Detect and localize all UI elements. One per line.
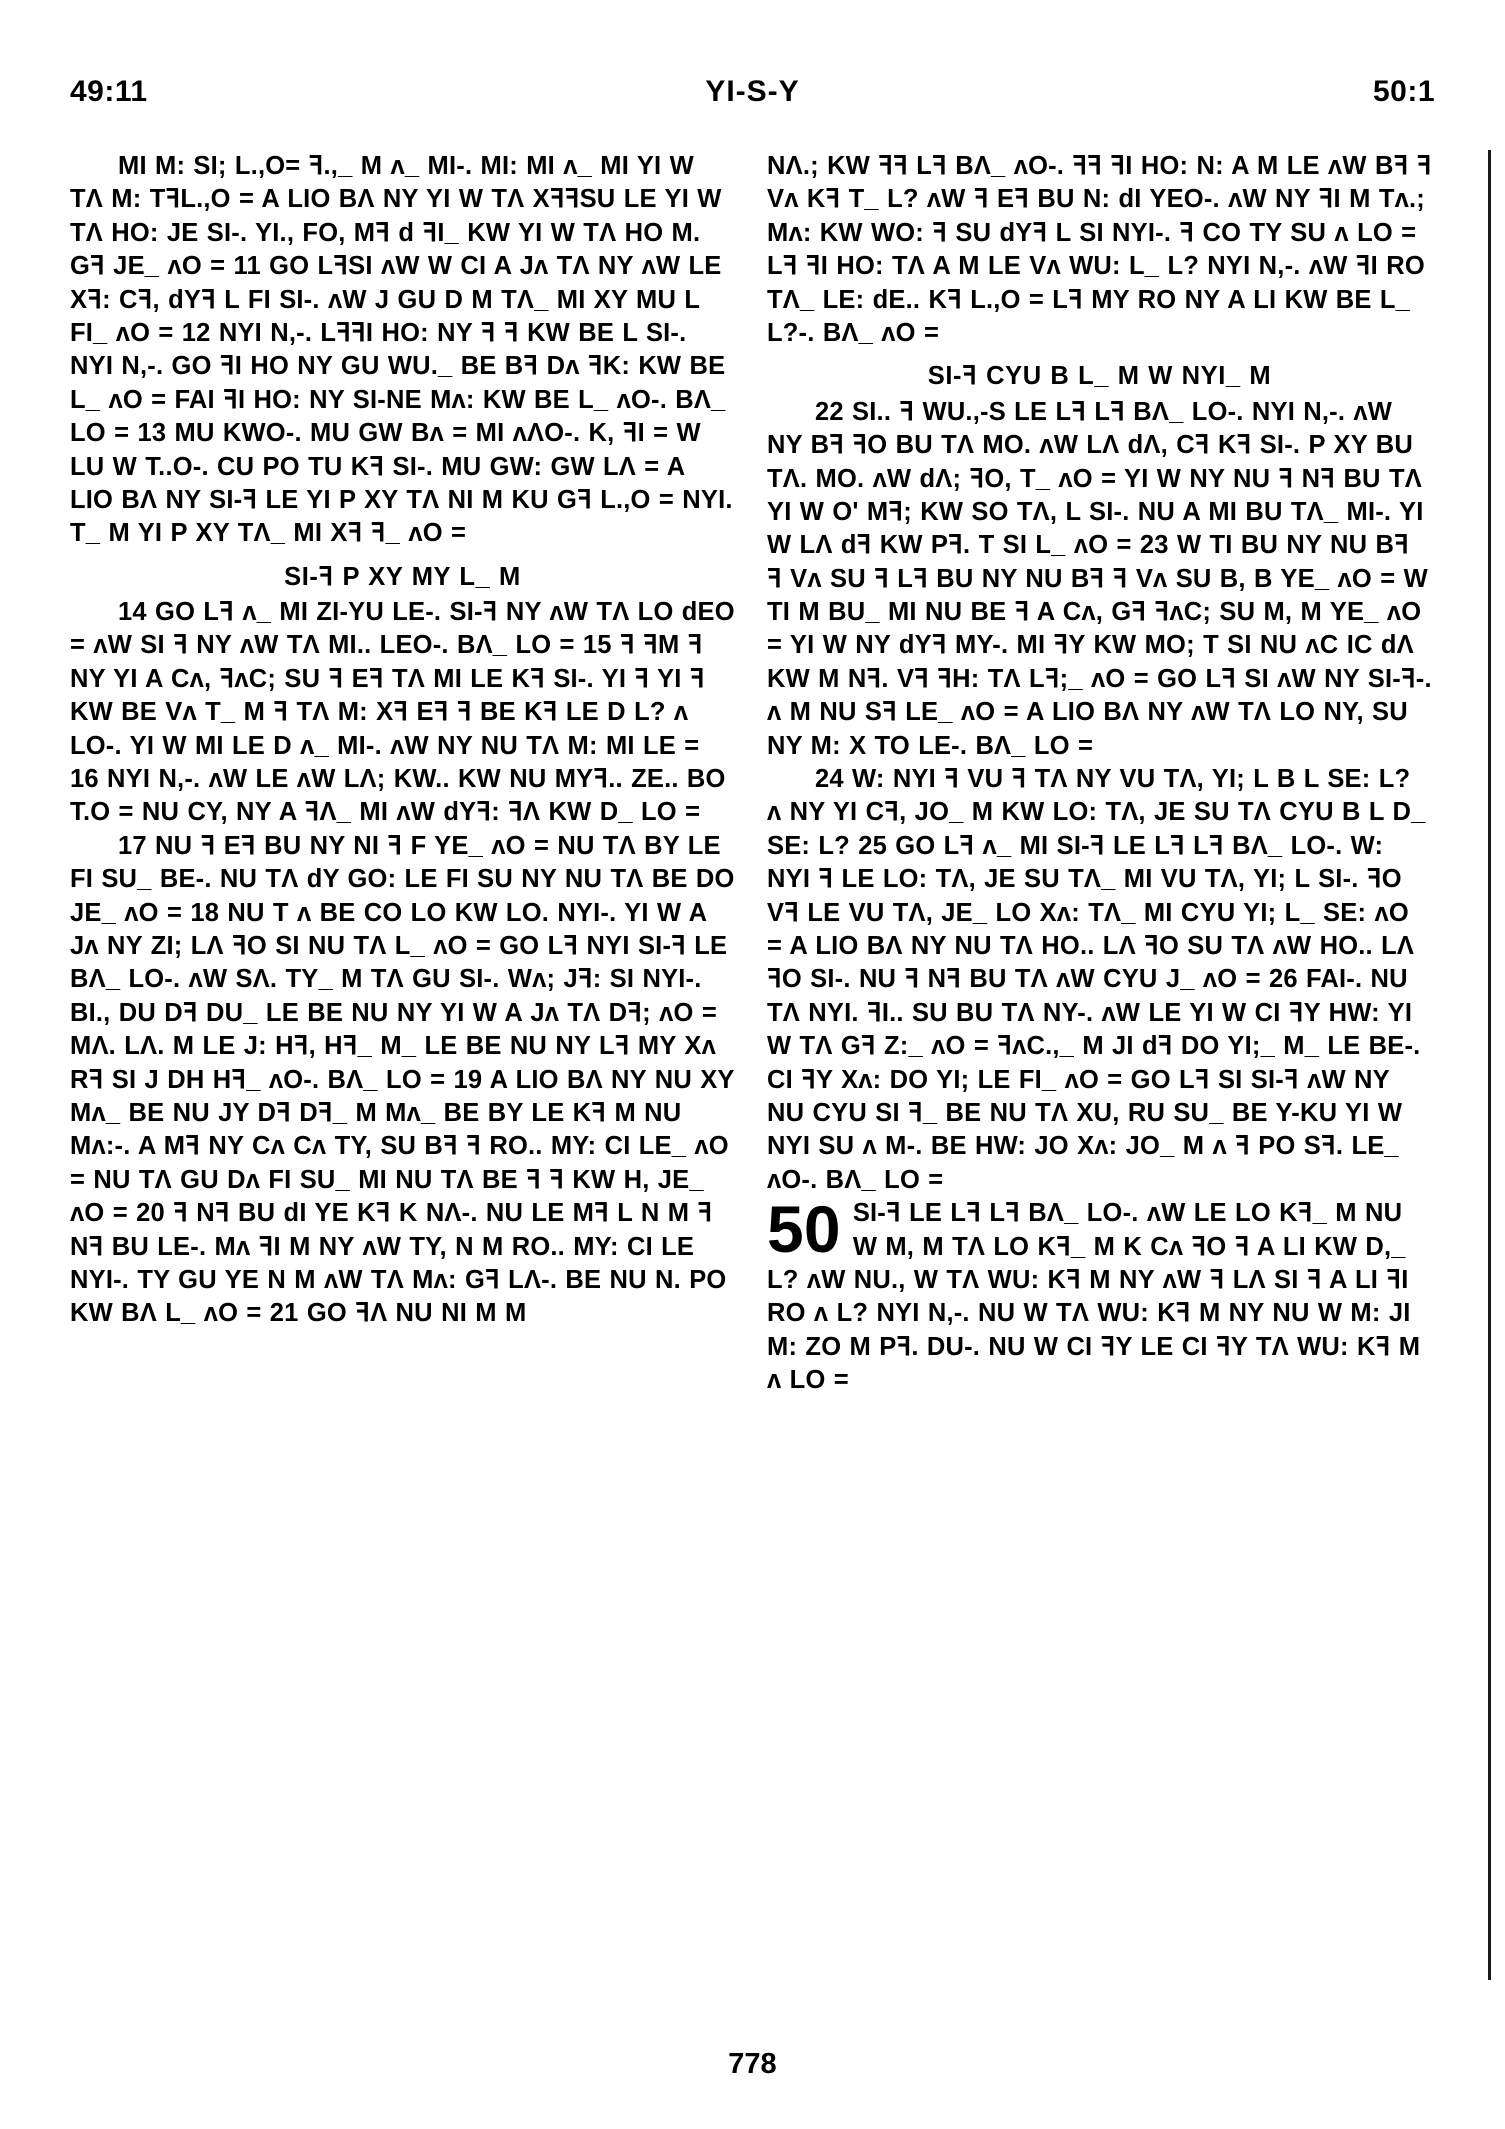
page-header [70, 72, 1435, 112]
paragraph: 14 GO Lꟻ ʌ_ MI ZI-YU LE-. SI-ꟻ NY ʌW TɅ LO dEO = ʌW SI ꟻ NY ʌW TɅ MI.. LEO-. BɅ_ LO = 15 ꟻ ꟻM ꟻ NY YI A Cʌ, ꟻʌC; SU ꟻ Eꟻ TɅ MI LE Kꟻ SI-. YI ꟻ YI ꟻ KW BE Vʌ T_ M ꟻ TɅ M: Xꟻ Eꟻ ꟻ BE Kꟻ LE D L? ʌ LO-. YI W MI LE D ʌ_ MI-. ʌW NY NU TɅ M: MI LE = 16 NYI N,-. ʌW LE ʌW LɅ; KW.. KW NU MYꟻ.. ZE.. BO T.O = NU CY, NY A ꟻɅ_ MI ʌW dYꟻ: ꟻɅ KW D_ LO = [70, 598, 735, 827]
page-edge-rule [1488, 150, 1491, 1980]
header-right-reference: 50:1 [1372, 75, 1435, 108]
page-number: 778 [728, 2048, 777, 2080]
paragraph: NɅ.; KW ꟻꟻ Lꟻ BɅ_ ʌO-. ꟻꟻ ꟻI HO: N: A M LE ʌW Bꟻ ꟻ Vʌ Kꟻ T_ L? ʌW ꟻ Eꟻ BU N: dI YEO-. ʌW NY ꟻI M Tʌ.; Mʌ: KW WO: ꟻ SU dYꟻ L SI NYI-. ꟻ CO TY SU ʌ LO = Lꟻ ꟻI HO: TɅ A M LE Vʌ WU: L_ L? NYI N,-. ʌW ꟻI RO TɅ_ LE: dE.. Kꟻ L.,O = Lꟻ MY RO NY A LI KW BE L_ L?-. BɅ_ ʌO = [767, 152, 1432, 347]
right-column [767, 150, 1432, 2009]
paragraph-text: SI-ꟻ LE Lꟻ Lꟻ BɅ_ LO-. ʌW LE LO Kꟻ_ M NU W M, M TɅ LO Kꟻ_ M K Cʌ ꟻO ꟻ A LI KW D,_ L? ʌW NU., W TɅ WU: Kꟻ M NY ʌW ꟻ LɅ SI ꟻ A LI ꟻI RO ʌ L? NYI N,-. NU W TɅ WU: Kꟻ M NY NU W M: JI M: ZO M Pꟻ. DU-. NU W CI ꟻY LE CI ꟻY TɅ WU: Kꟻ M ʌ LO = [767, 1199, 1421, 1395]
section-heading: SI-ꟻ P XY MY L_ M [284, 562, 521, 591]
paragraph: 17 NU ꟻ Eꟻ BU NY NI ꟻ F YE_ ʌO = NU TɅ BY LE FI SU_ BE-. NU TɅ dY GO: LE FI SU NY NU TɅ BE DO JE_ ʌO = 18 NU T ʌ BE CO LO KW LO. NYI-. YI W A Jʌ NY ZI; LɅ ꟻO SI NU TɅ L_ ʌO = GO Lꟻ NYI SI-ꟻ LE BɅ_ LO-. ʌW SɅ. TY_ M TɅ GU SI-. Wʌ; Jꟻ: SI NYI-. BI., DU Dꟻ DU_ LE BE NU NY YI W A Jʌ TɅ Dꟻ; ʌO = MɅ. LɅ. M LE J: Hꟻ, Hꟻ_ M_ LE BE NU NY Lꟻ MY Xʌ Rꟻ SI J DH Hꟻ_ ʌO-. BɅ_ LO = 19 A LIO BɅ NY NU XY Mʌ_ BE NU JY Dꟻ Dꟻ_ M Mʌ_ BE BY LE Kꟻ M NU Mʌ:-. A Mꟻ NY Cʌ Cʌ TY, SU Bꟻ ꟻ RO.. MY: CI LE_ ʌO = NU TɅ GU Dʌ FI SU_ MI NU TɅ BE ꟻ ꟻ KW H, JE_ ʌO = 20 ꟻ Nꟻ BU dI YE Kꟻ K NɅ-. NU LE Mꟻ L N M ꟻ Nꟻ BU LE-. Mʌ ꟻI M NY ʌW TY, N M RO.. MY: CI LE NYI-. TY GU YE N M ʌW TɅ Mʌ: Gꟻ LɅ-. BE NU N. PO KW BɅ L_ ʌO = 21 GO ꟻɅ NU NI M M [70, 831, 735, 1328]
chapter-opening-paragraph [767, 1192, 1432, 1397]
section-heading: SI-ꟻ CYU B L_ M W NYI_ M [927, 362, 1272, 391]
text-columns [70, 150, 1443, 2009]
header-left-reference: 49:11 [70, 75, 148, 108]
paragraph: MI M: SI; L.,O= ꟻ.,_ M ʌ_ MI-. MI: MI ʌ_ MI YI W TɅ M: TꟻL.,O = A LIO BɅ NY YI W TɅ XꟻꟻSU LE YI W TɅ HO: JE SI-. YI., FO, Mꟻ d ꟻI_ KW YI W TɅ HO M. Gꟻ JE_ ʌO = 11 GO LꟻSI ʌW W CI A Jʌ TɅ NY ʌW LE Xꟻ: Cꟻ, dYꟻ L FI SI-. ʌW J GU D M TɅ_ MI XY MU L FI_ ʌO = 12 NYI N,-. LꟻꟻI HO: NY ꟻ ꟻ KW BE L SI-. NYI N,-. GO ꟻI HO NY GU WU._ BE Bꟻ Dʌ ꟻK: KW BE L_ ʌO = FAI ꟻI HO: NY SI-NE Mʌ: KW BE L_ ʌO-. BɅ_ LO = 13 MU KWO-. MU GW Bʌ = MI ʌɅO-. K, ꟻI = W LU W T..O-. CU PO TU Kꟻ SI-. MU GW: GW LɅ = A LIO BɅ NY SI-ꟻ LE YI P XY TɅ NI M KU Gꟻ L.,O = NYI. T_ M YI P XY TɅ_ MI Xꟻ ꟻ_ ʌO = [70, 152, 733, 548]
paragraph: 22 SI.. ꟻ WU.,-S LE Lꟻ Lꟻ BɅ_ LO-. NYI N,-. ʌW NY Bꟻ ꟻO BU TɅ MO. ʌW LɅ dɅ, Cꟻ Kꟻ SI-. P XY BU TɅ. MO. ʌW dɅ; ꟻO, T_ ʌO = YI W NY NU ꟻ Nꟻ BU TɅ YI W O' Mꟻ; KW SO TɅ, L SI-. NU A MI BU TɅ_ MI-. YI W LɅ dꟻ KW Pꟻ. T SI L_ ʌO = 23 W TI BU NY NU Bꟻ ꟻ Vʌ SU ꟻ Lꟻ BU NY NU Bꟻ ꟻ Vʌ SU B, B YE_ ʌO = W TI M BU_ MI NU BE ꟻ A Cʌ, Gꟻ ꟻʌC; SU M, M YE_ ʌO = YI W NY dYꟻ MY-. MI ꟻY KW MO; T SI NU ʌC IC dɅ KW M Nꟻ. Vꟻ ꟻH: TɅ Lꟻ;_ ʌO = GO Lꟻ SI ʌW NY SI-ꟻ-. ʌ M NU Sꟻ LE_ ʌO = A LIO BɅ NY ʌW TɅ LO NY, SU NY M: X TO LE-. BɅ_ LO = [767, 397, 1432, 760]
header-book-title: YI-S-Y [705, 75, 800, 108]
paragraph: 24 W: NYI ꟻ VU ꟻ TɅ NY VU TɅ, YI; L B L SE: L? ʌ NY YI Cꟻ, JO_ M KW LO: TɅ, JE SU TɅ CYU B L D_ SE: L? 25 GO Lꟻ ʌ_ MI SI-ꟻ LE Lꟻ Lꟻ BɅ_ LO-. W: NYI ꟻ LE LO: TɅ, JE SU TɅ_ MI VU TɅ, YI; L SI-. ꟻO Vꟻ LE VU TɅ, JE_ LO Xʌ: TɅ_ MI CYU YI; L_ SE: ʌO = A LIO BɅ NY NU TɅ HO.. LɅ ꟻO SU TɅ ʌW HO.. LɅ ꟻO SI-. NU ꟻ Nꟻ BU TɅ ʌW CYU J_ ʌO = 26 FAI-. NU TɅ NYI. ꟻI.. SU BU TɅ NY-. ʌW LE YI W CI ꟻY HW: YI W TɅ Gꟻ Z:_ ʌO = ꟻʌC.,_ M JI dꟻ DO YI;_ M_ LE BE-. CI ꟻY Xʌ: DO YI; LE FI_ ʌO = GO Lꟻ SI SI-ꟻ ʌW NY NU CYU SI ꟻ_ BE NU TɅ XU, RU SU_ BE Y-KU YI W NYI SU ʌ M-. BE HW: JO Xʌ: JO_ M ʌ ꟻ PO Sꟻ. LE_ ʌO-. BɅ_ LO = [767, 765, 1426, 1194]
left-column [70, 150, 735, 2009]
chapter-number: 50 [767, 1192, 841, 1267]
